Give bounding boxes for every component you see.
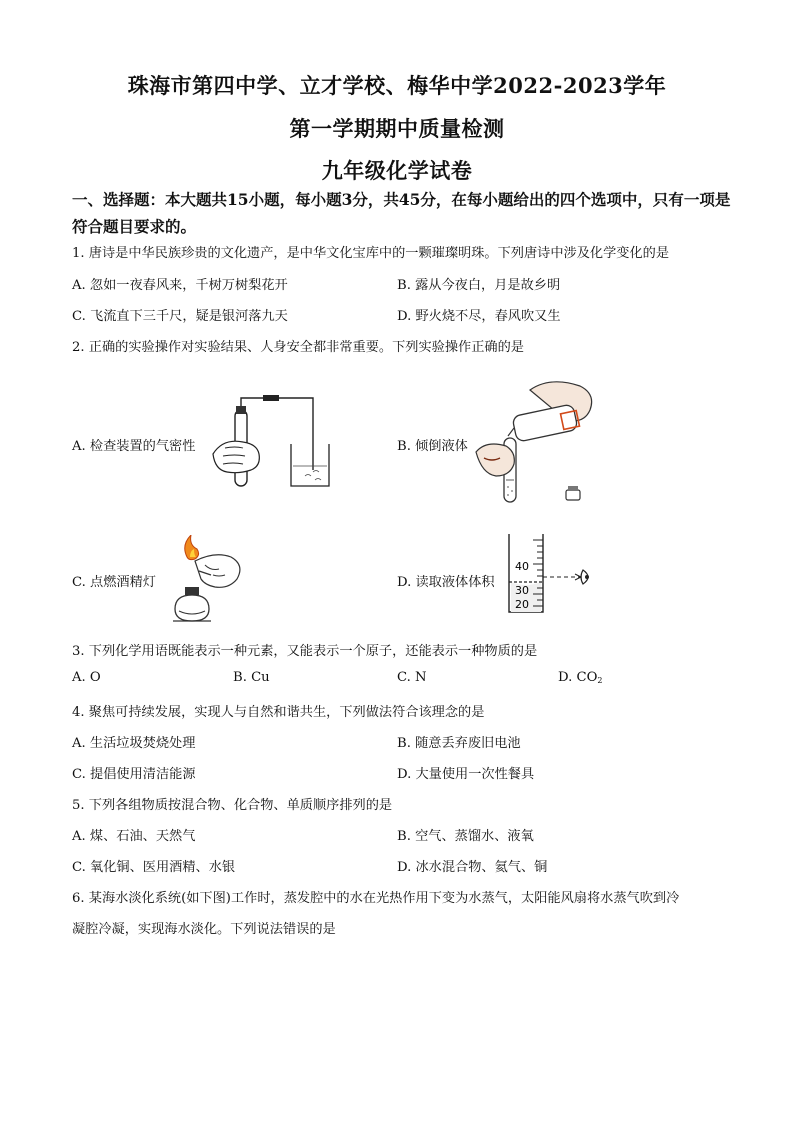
- question-3-option-d: D. CO: [558, 670, 598, 685]
- question-1-option-a: A. 忽如一夜春风来，千树万树梨花开: [72, 278, 288, 293]
- question-4-option-c: C. 提倡使用清洁能源: [72, 767, 196, 782]
- question-2-option-a: A. 检查装置的气密性: [72, 439, 196, 454]
- question-2-option-d: D. 读取液体体积: [397, 575, 495, 590]
- question-3-option-d-subscript: 2: [597, 676, 603, 685]
- question-5-option-b: B. 空气、蒸馏水、液氧: [397, 829, 534, 844]
- exam-title-line1: 珠海市第四中学、立才学校、梅华中学2022-2023学年: [127, 73, 667, 98]
- question-4-option-d: D. 大量使用一次性餐具: [397, 767, 535, 782]
- question-4-stem: 4. 聚焦可持续发展，实现人与自然和谐共生，下列做法符合该理念的是: [72, 705, 485, 720]
- pouring-liquid-figure: [470, 372, 605, 510]
- question-3-option-a: A. O: [72, 670, 101, 685]
- cylinder-mark-20: 20: [515, 598, 529, 611]
- section-heading: 一、选择题：本大题共15小题，每小题3分，共45分，在每小题给出的四个选项中，只有一项是符合题目要求的。: [72, 190, 731, 236]
- graduated-cylinder-figure: [505, 532, 600, 614]
- exam-title-line2: 第一学期期中质量检测: [289, 116, 505, 141]
- question-6-stem-line2: 凝腔冷凝，实现海水淡化。下列说法错误的是: [72, 922, 336, 937]
- question-2-stem: 2. 正确的实验操作对实验结果、人身安全都非常重要。下列实验操作正确的是: [72, 340, 524, 355]
- question-5-option-a: A. 煤、石油、天然气: [72, 829, 196, 844]
- question-2-option-c: C. 点燃酒精灯: [72, 575, 156, 590]
- airtightness-check-figure: [205, 392, 335, 492]
- question-6-stem-line1: 6. 某海水淡化系统(如下图)工作时，蒸发腔中的水在光热作用下变为水蒸气，太阳能风扇将水蒸气吹到冷: [72, 891, 680, 906]
- alcohol-lamp-figure: [165, 535, 245, 627]
- question-3-option-c: C. N: [397, 670, 427, 685]
- cylinder-mark-30: 30: [515, 584, 529, 597]
- question-3-option-b: B. Cu: [233, 670, 270, 685]
- question-4-option-b: B. 随意丢弃废旧电池: [397, 736, 521, 751]
- question-1-option-b: B. 露从今夜白，月是故乡明: [397, 278, 561, 293]
- question-5-option-c: C. 氧化铜、医用酒精、水银: [72, 860, 236, 875]
- question-1-option-c: C. 飞流直下三千尺，疑是银河落九天: [72, 309, 288, 324]
- question-5-option-d: D. 冰水混合物、氦气、铜: [397, 860, 548, 875]
- exam-title-line3: 九年级化学试卷: [321, 158, 473, 183]
- question-1-option-d: D. 野火烧不尽，春风吹又生: [397, 309, 561, 324]
- question-3-option-d-wrap: [558, 670, 602, 685]
- cylinder-mark-40: 40: [515, 560, 529, 573]
- question-3-stem: 3. 下列化学用语既能表示一种元素，又能表示一个原子，还能表示一种物质的是: [72, 644, 538, 659]
- question-5-stem: 5. 下列各组物质按混合物、化合物、单质顺序排列的是: [72, 798, 393, 813]
- question-1-stem: 1. 唐诗是中华民族珍贵的文化遗产，是中华文化宝库中的一颗璀璨明珠。下列唐诗中涉及化学变化的是: [72, 246, 670, 261]
- question-4-option-a: A. 生活垃圾焚烧处理: [72, 736, 196, 751]
- question-2-option-b: B. 倾倒液体: [397, 439, 468, 454]
